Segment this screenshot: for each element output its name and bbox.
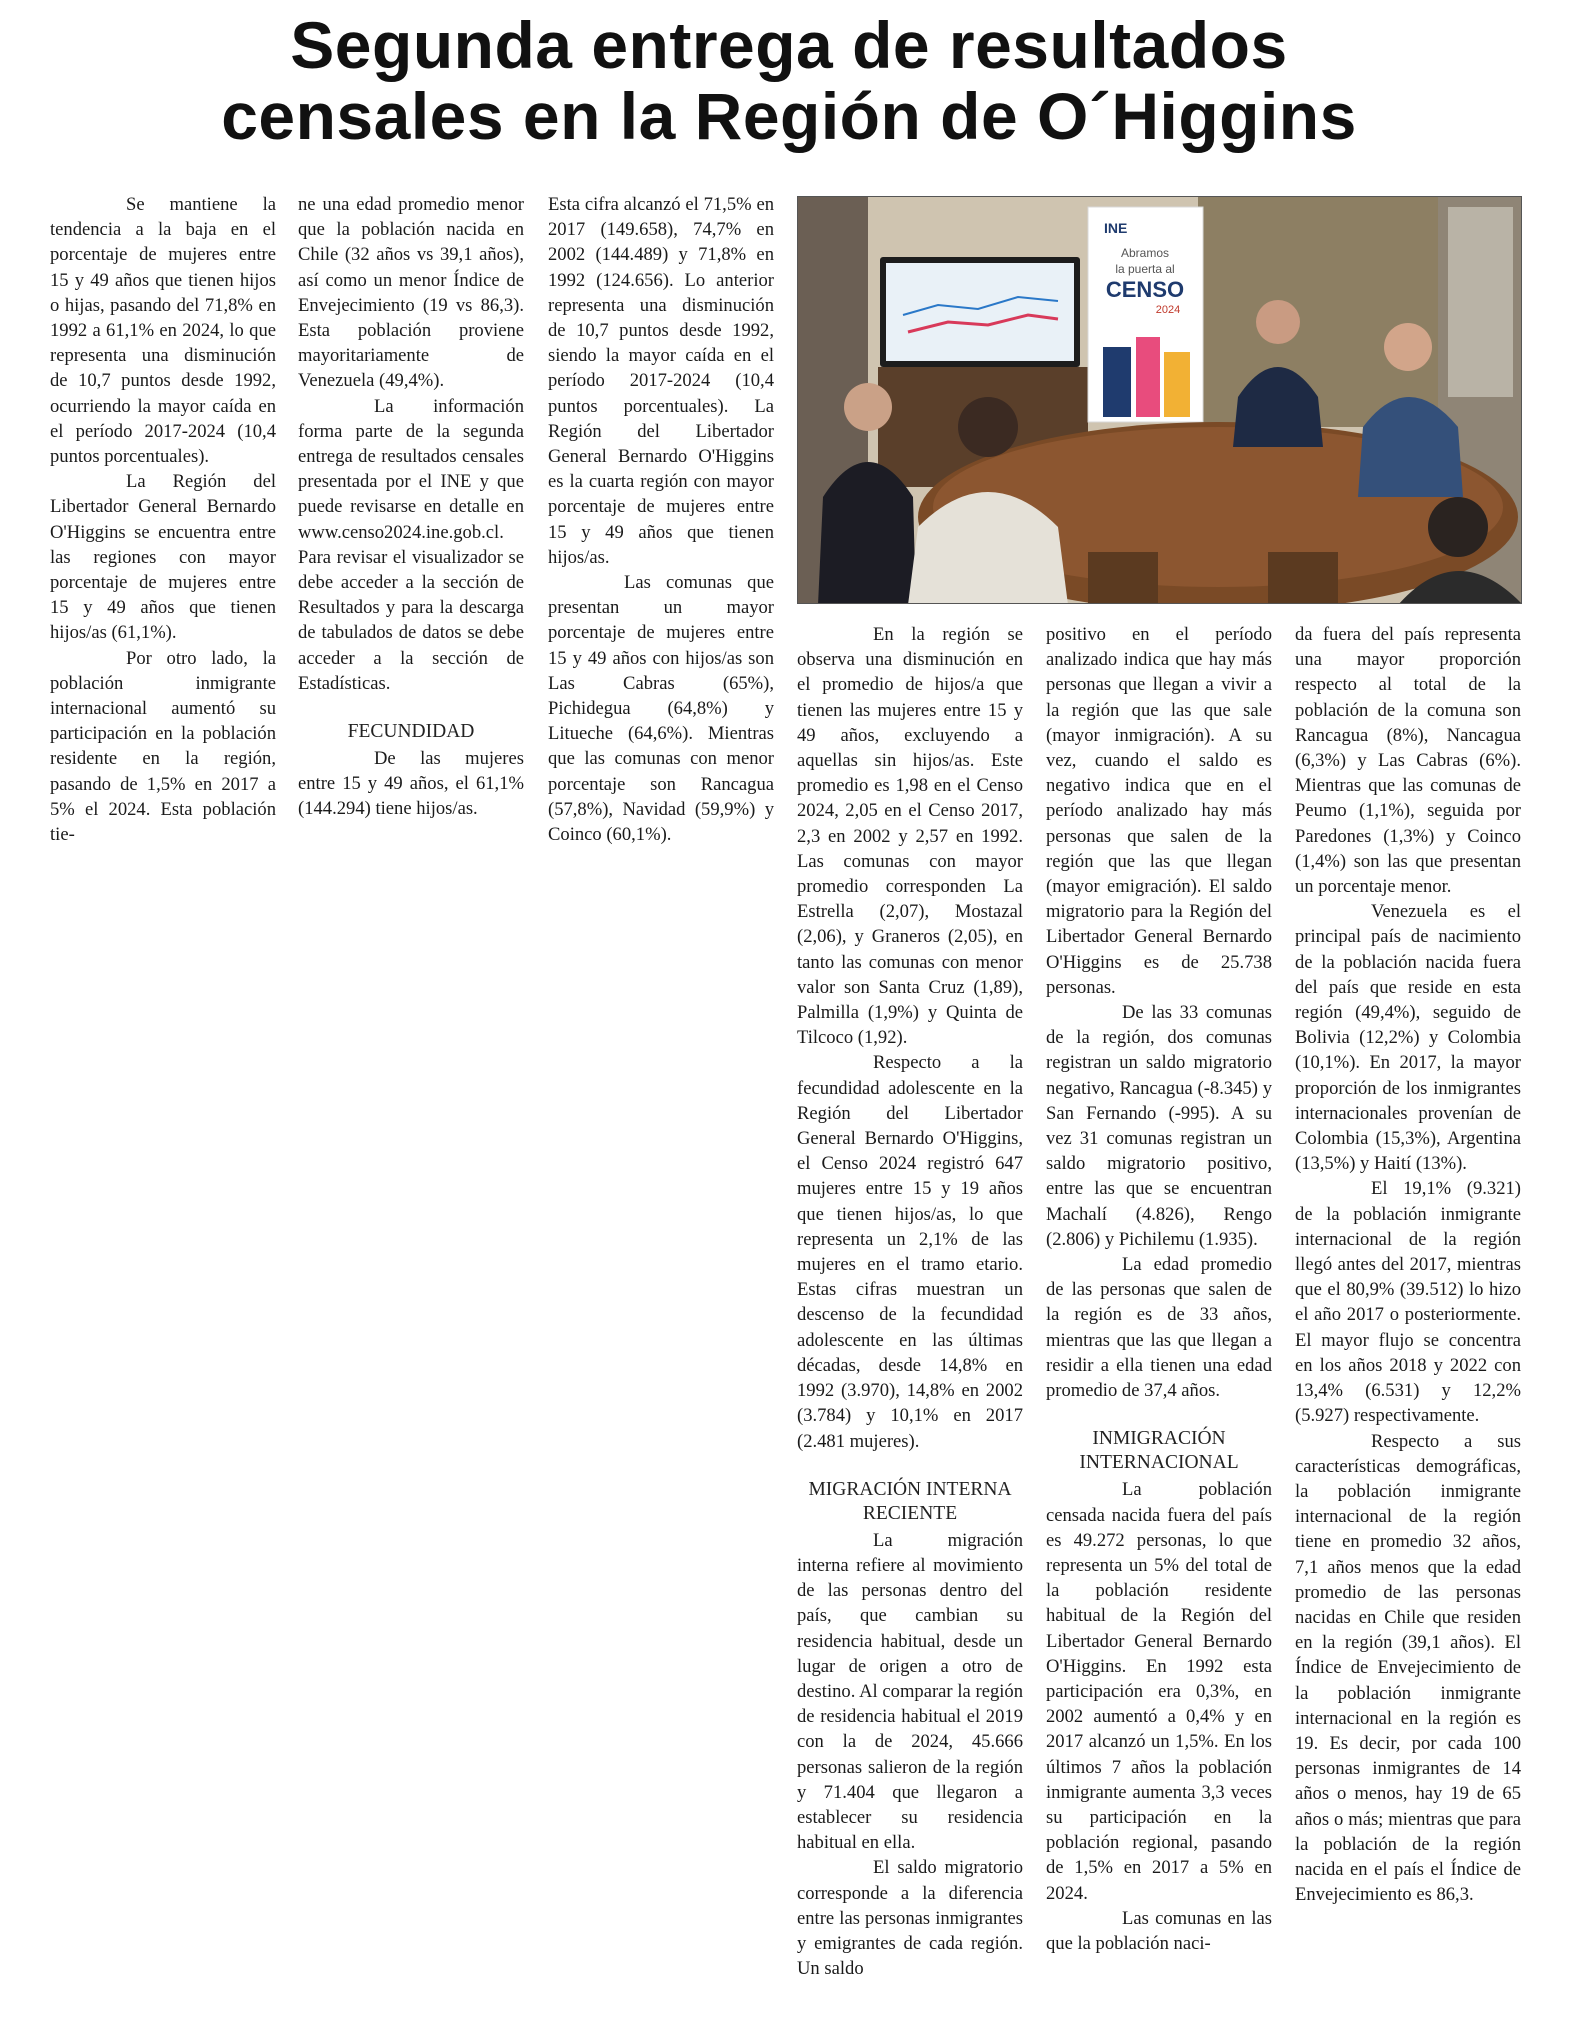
- curtain: [1198, 197, 1438, 427]
- paragraph: positivo en el período analizado indica que hay más personas que llegan a vivir a la región que las que sale (mayor inmigración). A su vez, cuando el saldo es negativo indica que en el período analizado hay más personas que salen de la región que las que llegan (mayor emigración). El saldo migratorio para la Región del Libertador General Bernardo O'Higgins es de 25.738 personas.: [1046, 624, 1272, 998]
- article-column-3: [548, 192, 774, 852]
- person-head: [1256, 300, 1300, 344]
- person-hair: [1428, 497, 1488, 557]
- paragraph: De las 33 comunas de la región, dos comunas registran un saldo migratorio negativo, Rancagua (-8.345) y San Fernando (-995). A su vez 31 comunas registran un saldo migratorio positivo, entre las que se encuentran Machalí (4.826), Rengo (2.806) y Pichilemu (1.935).: [1046, 1002, 1272, 1250]
- person-head: [1384, 323, 1432, 371]
- paragraph: La población censada nacida fuera del país es 49.272 personas, lo que representa un 5% del total de la población residente habitual de la Región del Libertador General Bernardo O'Higgins. En 1992 esta participación era 0,3%, en 2002 aumentó a 0,4% y en 2017 alcanzó un 1,5%. En los últimos 7 años la población inmigrante aumenta 3,3 veces su participación en la población regional, pasando de 1,5% en 2017 a 5% en 2024.: [1046, 1479, 1272, 1904]
- paragraph: La migración interna refiere al movimiento de las personas dentro del país, que cambian su residencia habitual, desde un lugar de origen a otro de destino. Al comparar la región de residencia habitual el 2019 con la de 2024, 45.666 personas salieron de la región y 71.404 que llegaron a establecer su residencia habitual en ella.: [797, 1529, 1023, 1854]
- paragraph: La edad promedio de las personas que salen de la región es de 33 años, mientras que las que llegan a residir a ella tienen una edad promedio de 37,4 años.: [1046, 1254, 1272, 1402]
- meeting-photo-illustration: [798, 197, 1522, 604]
- paragraph: da fuera del país representa una mayor proporción respecto al total de la población de la comuna son Rancagua (8%), Nancagua (6,3%) y Las Cabras (6%). Mientras que las comunas de Peumo (1,1%), seguida por Paredones (1,3%) y Coinco (1,4%) son las que presentan un porcentaje menor.: [1295, 624, 1521, 898]
- headline-line-2: censales en la Región de O´Higgins: [221, 78, 1357, 153]
- paragraph: Las comunas que presentan un mayor porcentaje de mujeres entre 15 y 49 años con hijos/as son Las Cabras (65%), Pichidegua (64,8%) y Litueche (64,6%). Mientras que las comunas con menor porcentaje son Rancagua (57,8%), Navidad (59,9%) y Coinco (60,1%).: [548, 572, 774, 846]
- paragraph: Por otro lado, la población inmigrante internacional aumentó su participación en la población residente en la región, pasando de 1,5% en 2017 a 5% el 2024. Esta población tie-: [50, 647, 276, 846]
- svg-text:la puerta al: la puerta al: [1115, 262, 1175, 276]
- paragraph: Venezuela es el principal país de nacimiento de la población nacida fuera del país que reside en esta región (49,4%), seguido de Bolivia (12,2%) y Colombia (10,1%). En 2017, la mayor proporción de los inmigrantes internacionales provenían de Colombia (15,3%), Argentina (13,5%) y Haití (13%).: [1295, 901, 1521, 1175]
- headline-line-1: Segunda entrega de resultados: [290, 8, 1288, 82]
- article-column-4: [797, 622, 1023, 2022]
- paragraph: El 19,1% (9.321) de la población inmigrante internacional de la región llegó antes del 2017, mientras que el 80,9% (39.512) lo hizo el año 2017 o posteriormente. El mayor flujo se concentra en los años 2018 y 2022 con 13,4% (6.531) y 12,2% (5.927) respectivamente.: [1295, 1178, 1521, 1427]
- section-heading-migracion-interna: MIGRACIÓN INTERNA RECIENTE: [808, 1478, 1012, 1524]
- person-head: [844, 383, 892, 431]
- paragraph: Las comunas en las que la población naci-: [1046, 1907, 1272, 1954]
- person-hair: [958, 397, 1018, 457]
- paragraph: El saldo migratorio corresponde a la diferencia entre las personas inmigrantes y emigrantes de cada región. Un saldo: [797, 1857, 1023, 1980]
- paragraph: Se mantiene la tendencia a la baja en el porcentaje de mujeres entre 15 y 49 años que tienen hijos o hijas, pasando del 71,8% en 1992 a 61,1% en 2024, lo que representa una disminución de 10,7 puntos desde 1992, ocurriendo la mayor caída en el período 2017-2024 (10,4 puntos porcentuales).: [50, 194, 276, 468]
- paragraph: Esta cifra alcanzó el 71,5% en 2017 (149.658), 74,7% en 2002 (144.489) y 71,8% en 1992 (124.656). Lo anterior representa una disminución de 10,7 puntos desde 1992, siendo la mayor caída en el período 2017-2024 (10,4 puntos porcentuales). La Región del Libertador General Bernardo O'Higgins es la cuarta región con mayor porcentaje de mujeres entre 15 y 49 años que tienen hijos/as.: [548, 194, 774, 568]
- article-column-2: [298, 192, 524, 852]
- article-column-5: [1046, 622, 1272, 2022]
- banner-logo: INE: [1104, 220, 1128, 236]
- chair: [1088, 552, 1158, 604]
- svg-text:2024: 2024: [1155, 304, 1181, 316]
- svg-text:Abramos: Abramos: [1120, 246, 1170, 260]
- section-heading-inmigracion-internacional: INMIGRACIÓN INTERNACIONAL: [1079, 1428, 1239, 1474]
- paragraph: La Región del Libertador General Bernardo O'Higgins se encuentra entre las regiones con mayor porcentaje de mujeres entre 15 y 49 años que tienen hijos/as (61,1%).: [50, 471, 276, 644]
- chair: [1268, 552, 1338, 604]
- article-column-1: [50, 192, 276, 852]
- meeting-photo: [797, 196, 1522, 604]
- paragraph: De las mujeres entre 15 y 49 años, el 61,1% (144.294) tiene hijos/as.: [298, 748, 524, 820]
- paragraph: En la región se observa una disminución en el promedio de hijos/a que tienen las mujeres entre 15 y 49 años, excluyendo a aquellas sin hijos/as. Este promedio es 1,98 en el Censo 2024, 2,05 en el Censo 2017, 2,3 en 2002 y 2,57 en 1992. Las comunas con mayor promedio corresponden La Estrella (2,07), Mostazal (2,06), y Graneros (2,05), en tanto las comunas con menor valor son Santa Cruz (1,89), Palmilla (1,9%) y Quinta de Tilcoco (1,92).: [797, 624, 1023, 1049]
- headline: [0, 10, 1578, 151]
- paragraph: ne una edad promedio menor que la población nacida en Chile (32 años vs 39,1 años), así como un menor Índice de Envejecimiento (19 vs 86,3). Esta población proviene mayoritariamente de Venezuela (49,4%).: [298, 194, 524, 392]
- paragraph: Respecto a sus características demográficas, la población inmigrante internacional de la región tiene en promedio 32 años, 7,1 años menos que la edad promedio de las personas nacidas en Chile que residen en la región (39,1 años). El Índice de Envejecimiento de la población inmigrante internacional en la región es 19. Es decir, por cada 100 personas inmigrantes de 14 años o menos, hay 19 de 65 años o más; mientras que para la población de la región nacida en el país el Índice de Envejecimiento es 86,3.: [1295, 1430, 1521, 1906]
- paragraph: Respecto a la fecundidad adolescente en la Región del Libertador General Bernardo O'Higgins, el Censo 2024 registró 647 mujeres entre 15 y 19 años que tienen hijos/as, lo que representa un 2,1% de las mujeres en el tramo etario. Estas cifras muestran un descenso de la fecundidad adolescente en las últimas décadas, desde 14,8% en 1992 (3.970), 14,8% en 2002 (3.784) y 10,1% en 2017 (2.481 mujeres).: [797, 1052, 1023, 1452]
- section-heading-fecundidad: FECUNDIDAD: [347, 721, 475, 743]
- svg-text:CENSO: CENSO: [1105, 277, 1185, 302]
- paragraph: La información forma parte de la segunda entrega de resultados censales presentada por el INE y que puede revisarse en detalle en www.censo2024.ine.gob.cl. Para revisar el visualizador se debe acceder a la sección de Resultados y para la descarga de tabulados de datos se debe acceder a la sección de Estadísticas.: [298, 395, 524, 694]
- article-column-6: [1295, 622, 1521, 2022]
